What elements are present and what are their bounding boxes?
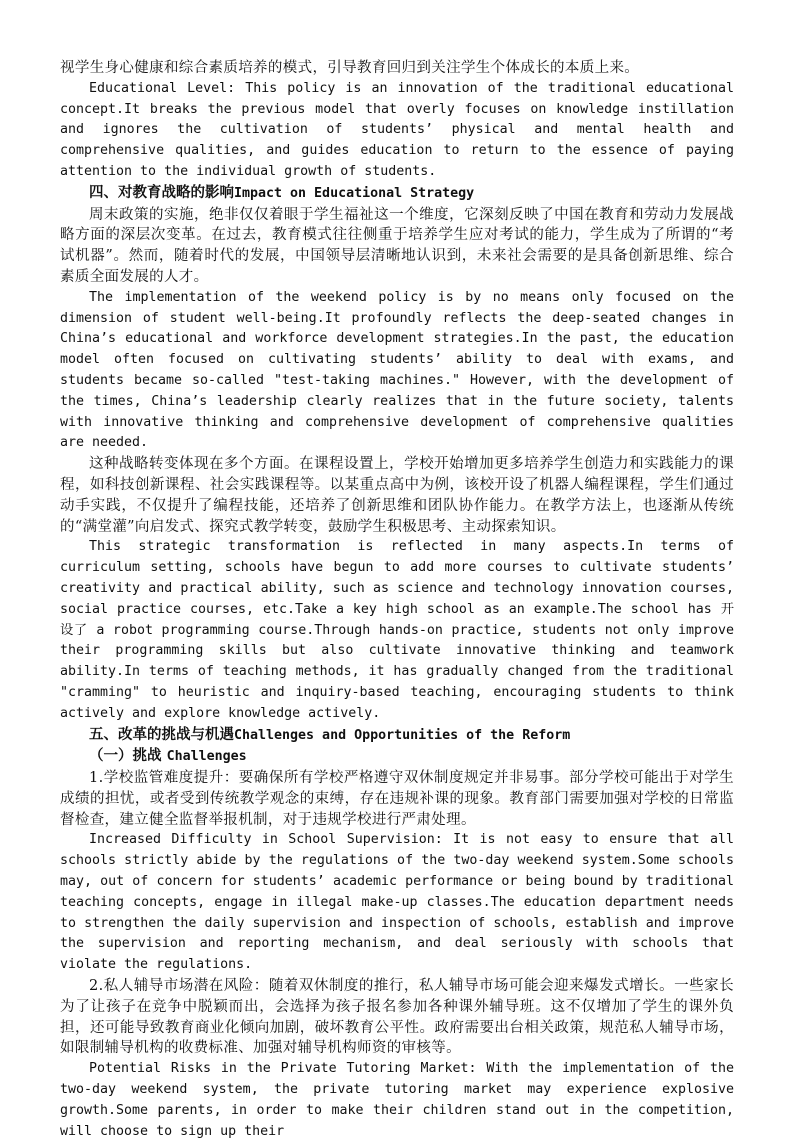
subsection-heading: [60, 746, 734, 768]
subsection-heading-en: Challenges: [166, 749, 247, 765]
section-heading-en: Impact on Educational Strategy: [234, 185, 475, 201]
paragraph-en: This strategic transformation is reflected in many aspects.In terms of curriculum setting, schools have begun to add more courses to cultivate students’ creativity and practical ability, such as science and technology innovation courses, social practice courses, etc.Take a key high school as an example.The school has 开设了 a robot programming course.Through hands-on practice, students not only improve their programming skills but also cultivate innovative thinking and teamwork ability.In terms of teaching methods, it has gradually changed from the traditional "cramming" to heuristic and inquiry-based teaching, encouraging students to think actively and explore knowledge actively.: [60, 539, 734, 721]
subsection-heading-zh: （一）挑战: [89, 747, 162, 765]
section-heading: [60, 725, 734, 747]
paragraph-zh: 周末政策的实施，绝非仅仅着眼于学生福祉这一个维度，它深刻反映了中国在教育和劳动力发展战略方面的深层次变革。在过去，教育模式往往侧重于培养学生应对考试的能力，学生成为了所谓的“考试机器”。然而，随着时代的发展，中国领导层清晰地认识到，未来社会需要的是具备创新思维、综合素质全面发展的人才。: [60, 206, 734, 285]
paragraph-zh: 1.学校监管难度提升：要确保所有学校严格遵守双休制度规定并非易事。部分学校可能出于对学生成绩的担忧，或者受到传统教学观念的束缚，存在违规补课的现象。教育部门需要加强对学校的日常监督检查，建立健全监督举报机制，对于违规学校进行严肃处理。: [60, 770, 734, 828]
section-heading: [60, 183, 734, 205]
paragraph-zh: 视学生身心健康和综合素质培养的模式，引导教育回归到关注学生个体成长的本质上来。: [60, 60, 640, 76]
paragraph-en: Educational Level: This policy is an innovation of the traditional educational concept.It breaks the previous model that overly focuses on knowledge instillation and ignores the cultivation of students’ physical and mental health and comprehensive qualities, and guides education to return to the essence of paying attention to the individual growth of students.: [60, 80, 734, 179]
section-heading-zh: 四、对教育战略的影响: [89, 183, 234, 201]
section-heading-zh: 五、改革的挑战与机遇: [89, 725, 234, 743]
paragraph-en: Increased Difficulty in School Supervision: It is not easy to ensure that all schools strictly abide by the regulations of the two-day weekend system.Some schools may, out of concern for students’ academic performance or being bound by traditional teaching concepts, engage in illegal make-up classes.The education department needs to strengthen the daily supervision and inspection of schools, establish and improve the supervision and reporting mechanism, and deal seriously with schools that violate the regulations.: [60, 832, 734, 973]
paragraph-zh: 这种战略转变体现在多个方面。在课程设置上，学校开始增加更多培养学生创造力和实践能力的课程，如科技创新课程、社会实践课程等。以某重点高中为例，该校开设了机器人编程课程，学生们通过动手实践，不仅提升了编程技能，还培养了创新思维和团队协作能力。在教学方法上，也逐渐从传统的“满堂灌”向启发式、探究式教学转变，鼓励学生积极思考、主动探索知识。: [60, 456, 734, 535]
paragraph-en: Potential Risks in the Private Tutoring Market: With the implementation of the two-day weekend system, the private tutoring market may experience explosive growth.Some parents, in order to make their children stand out in the competition, will choose to sign up their: [60, 1061, 734, 1139]
section-heading-en: Challenges and Opportunities of the Reform: [234, 727, 571, 743]
paragraph-zh: 2.私人辅导市场潜在风险：随着双休制度的推行，私人辅导市场可能会迎来爆发式增长。一些家长为了让孩子在竞争中脱颖而出，会选择为孩子报名参加各种课外辅导班。这不仅增加了学生的课外负担，还可能导致教育商业化倾向加剧，破坏教育公平性。政府需要出台相关政策，规范私人辅导市场，如限制辅导机构的收费标准、加强对辅导机构师资的审核等。: [60, 978, 734, 1057]
paragraph-en: The implementation of the weekend policy is by no means only focused on the dimension of student well-being.It profoundly reflects the deep-seated changes in China’s educational and workforce development strategies.In the past, the education model often focused on cultivating students’ ability to deal with exams, and students became so-called "test-taking machines." However, with the development of the times, China’s leadership clearly realizes that in the future society, talents with innovative thinking and comprehensive development of comprehensive qualities are needed.: [60, 289, 734, 451]
document-page: [60, 58, 734, 1142]
